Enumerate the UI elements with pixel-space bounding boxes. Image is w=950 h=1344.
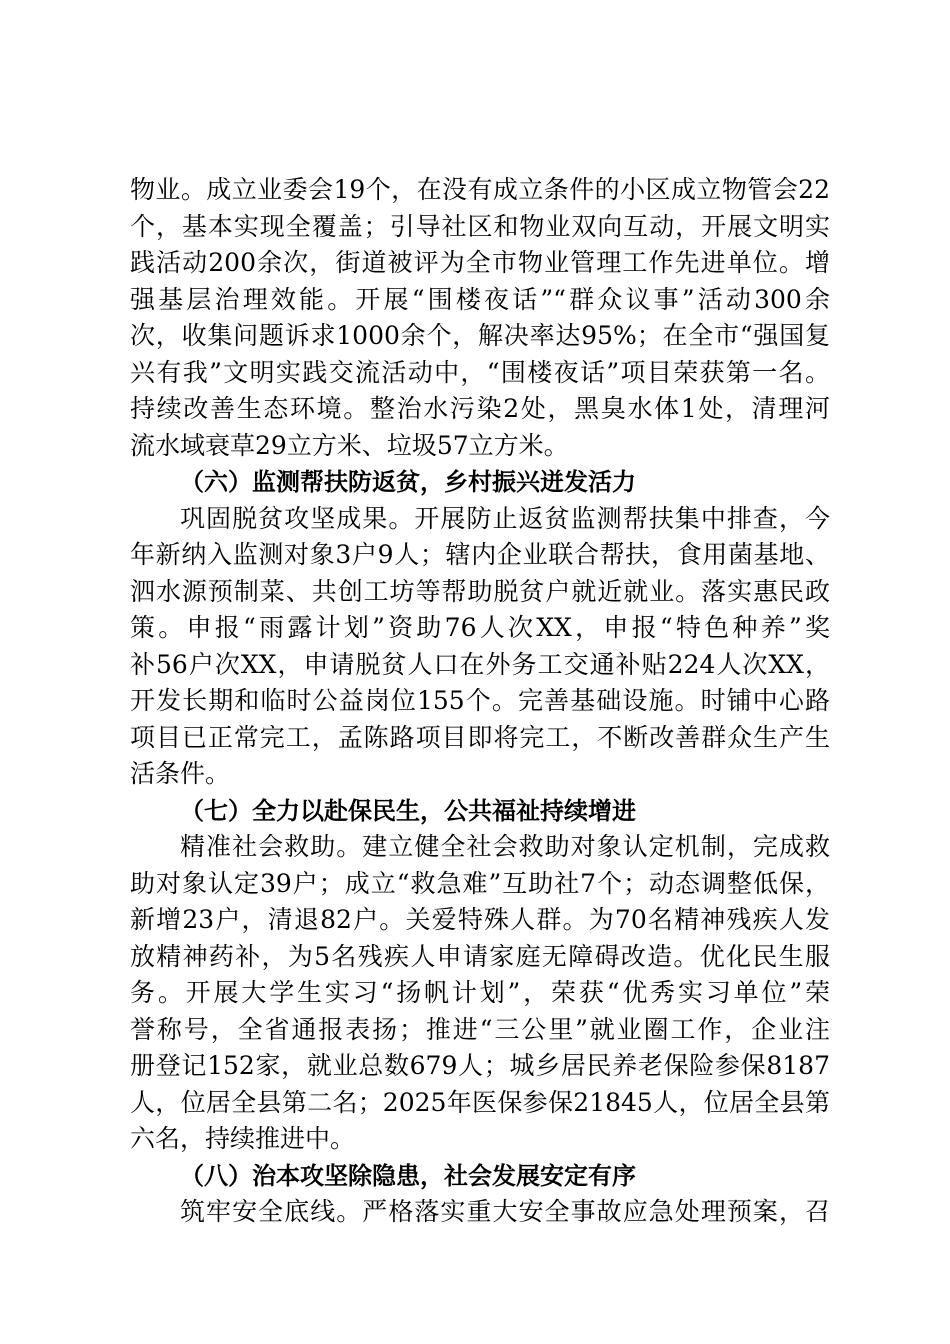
- text-line: 物业。成立业委会19个，在没有成立条件的小区成立物管会22: [130, 175, 830, 204]
- text-line: 放精神药补，为5名残疾人申请家庭无障碍改造。优化民生服: [130, 941, 830, 971]
- text-line: 策。申报“雨露计划”资助76人次XX，申报“特色种养”奖: [130, 613, 830, 642]
- text-line: 次，收集问题诉求1000余个，解决率达95%；在全市“强国复: [130, 321, 830, 350]
- text-line: 册登记152家，就业总数679人；城乡居民养老保险参保8187: [130, 1051, 830, 1080]
- text-line: 补56户次XX，申请脱贫人口在外务工交通补贴224人次XX，: [130, 649, 830, 679]
- text-line: 年新纳入监测对象3户9人；辖内企业联合帮扶，食用菌基地、: [130, 540, 830, 569]
- text-line: 人，位居全县第二名；2025年医保参保21845人，位居全县第: [130, 1087, 830, 1117]
- text-line: 助对象认定39户；成立“救急难”互助社7个；动态调整低保，: [130, 868, 830, 898]
- section-heading-6: （六）监测帮扶防返贫，乡村振兴迸发活力: [180, 468, 636, 496]
- text-line: 精准社会救助。建立健全社会救助对象认定机制，完成救: [180, 832, 830, 861]
- text-line: 流水域衰草29立方米、垃圾57立方米。: [130, 430, 569, 460]
- text-line: 强基层治理效能。开展“围楼夜话”“群众议事”活动300余: [130, 284, 830, 314]
- text-line: 务。开展大学生实习“扬帆计划”，荣获“优秀实习单位”荣: [130, 978, 830, 1007]
- text-line: 新增23户，清退82户。关爱特殊人群。为70名精神残疾人发: [130, 905, 830, 934]
- section-heading-8: （八）治本攻坚除隐患，社会发展安定有序: [180, 1161, 636, 1190]
- text-line: 巩固脱贫攻坚成果。开展防止返贫监测帮扶集中排查，今: [180, 503, 830, 533]
- paragraph-section-7: [130, 829, 830, 1158]
- text-line: 活条件。: [130, 759, 231, 788]
- document-body: [130, 172, 830, 1231]
- text-line: 六名，持续推进中。: [130, 1124, 356, 1153]
- text-line: 践活动200余次，街道被评为全市物业管理工作先进单位。增: [130, 248, 830, 277]
- paragraph-continued: [130, 172, 830, 464]
- text-line: 项目已正常完工，孟陈路项目即将完工，不断改善群众生产生: [130, 722, 830, 752]
- text-line: 筑牢安全底线。严格落实重大安全事故应急处理预案，召: [180, 1197, 830, 1226]
- paragraph-section-8: [130, 1194, 830, 1231]
- text-line: 兴有我”文明实践交流活动中，“围楼夜话”项目荣获第一名。: [130, 357, 830, 387]
- text-line: 持续改善生态环境。整治水污染2处，黑臭水体1处，清理河: [130, 394, 830, 423]
- text-line: 泗水源预制菜、共创工坊等帮助脱贫户就近就业。落实惠民政: [130, 576, 830, 606]
- text-line: 誉称号，全省通报表扬；推进“三公里”就业圈工作，企业注: [130, 1014, 830, 1044]
- text-line: 个，基本实现全覆盖；引导社区和物业双向互动，开展文明实: [130, 211, 830, 241]
- section-heading-7: （七）全力以赴保民生，公共福祉持续增进: [180, 796, 636, 825]
- paragraph-section-6: [130, 501, 830, 793]
- text-line: 开发长期和临时公益岗位155个。完善基础设施。时铺中心路: [130, 686, 830, 715]
